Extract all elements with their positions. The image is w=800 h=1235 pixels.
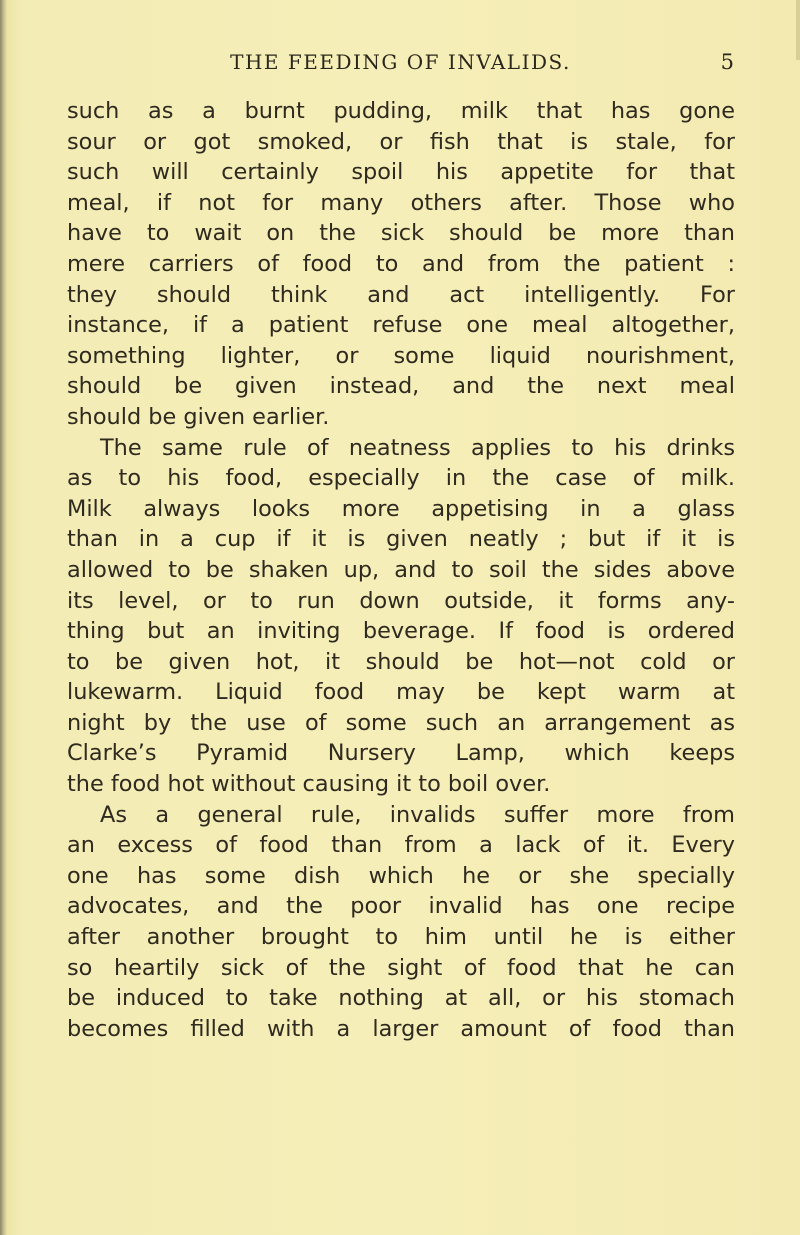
text-line: Clarke’s Pyramid Nursery Lamp, which keeps	[67, 740, 735, 767]
text-line: thing but an inviting beverage. If food is ordered	[67, 618, 735, 645]
text-line: meal, if not for many others after. Those who	[67, 189, 735, 216]
text-line: advocates, and the poor invalid has one recipe	[67, 893, 735, 920]
text-line: after another brought to him until he is either	[67, 924, 735, 951]
text-line: should be given earlier.	[67, 403, 330, 430]
text-line: such as a burnt pudding, milk that has gone	[67, 98, 735, 124]
page-edge	[796, 0, 800, 60]
paragraph-3	[67, 800, 735, 1045]
text-line: an excess of food than from a lack of it. Every	[67, 832, 735, 859]
text-line: have to wait on the sick should be more than	[67, 220, 735, 247]
text-line: be induced to take nothing at all, or his stomach	[67, 985, 735, 1012]
text-line: its level, or to run down outside, it forms any-	[67, 587, 735, 614]
text-line: they should think and act intelligently. For	[67, 281, 735, 308]
text-line: becomes filled with a larger amount of food than	[67, 1015, 735, 1042]
page-number: 5	[720, 50, 734, 74]
running-head: THE FEEDING OF INVALIDS.	[230, 50, 571, 74]
text-line: such will certainly spoil his appetite for that	[67, 159, 735, 186]
text-line: allowed to be shaken up, and to soil the sides above	[67, 556, 735, 583]
page-spine-shadow	[0, 0, 7, 1235]
body-text	[67, 96, 735, 1044]
paragraph-1	[67, 96, 735, 433]
text-line: Milk always looks more appetising in a glass	[67, 495, 735, 522]
page-header	[67, 50, 734, 86]
text-line: to be given hot, it should be hot—not cold or	[67, 648, 735, 675]
text-line: lukewarm. Liquid food may be kept warm at	[67, 679, 735, 706]
text-line: should be given instead, and the next meal	[67, 373, 735, 400]
text-line: one has some dish which he or she specially	[67, 862, 735, 889]
text-line: something lighter, or some liquid nourishment,	[67, 342, 735, 369]
text-line: As a general rule, invalids suffer more from	[100, 801, 735, 828]
text-line: than in a cup if it is given neatly ; but if it is	[67, 526, 735, 553]
text-line: as to his food, especially in the case of milk.	[67, 465, 735, 492]
text-line: The same rule of neatness applies to his drinks	[100, 434, 735, 461]
text-line: sour or got smoked, or fish that is stale, for	[67, 128, 735, 155]
text-line: mere carriers of food to and from the patient :	[67, 250, 735, 277]
text-line: the food hot without causing it to boil over.	[67, 771, 551, 798]
text-line: so heartily sick of the sight of food that he can	[67, 954, 735, 981]
text-line: instance, if a patient refuse one meal altogether,	[67, 312, 735, 339]
paragraph-2	[67, 433, 735, 800]
text-line: night by the use of some such an arrangement as	[67, 709, 735, 736]
